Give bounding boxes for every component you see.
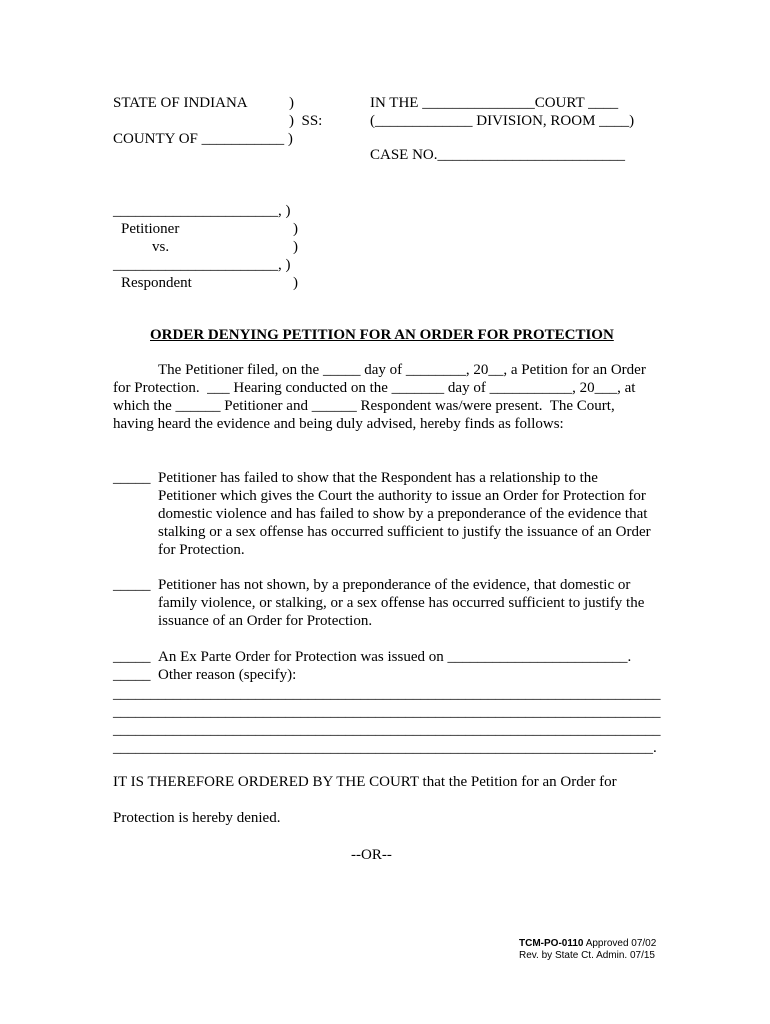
specify-line[interactable]: ________________________________________________________________________. xyxy=(113,740,657,756)
finding-text: issuance of an Order for Protection. xyxy=(158,613,373,629)
vs-label: vs. xyxy=(152,239,170,255)
county-field[interactable]: COUNTY OF ___________ ) xyxy=(113,131,293,147)
revision-note: Rev. by State Ct. Admin. 07/15 xyxy=(519,950,655,961)
case-number-field[interactable]: CASE NO._________________________ xyxy=(370,147,626,163)
form-footer xyxy=(519,938,656,950)
petitioner-label: Petitioner xyxy=(121,221,180,237)
specify-line[interactable]: _________________________________________________________________________ xyxy=(113,686,661,702)
finding-text: domestic violence and has failed to show by a preponderance of the evidence that xyxy=(158,506,648,522)
respondent-name-field[interactable]: ______________________, ) xyxy=(113,257,291,273)
finding-text: Other reason (specify): xyxy=(158,667,297,683)
caption-paren: ) xyxy=(293,275,298,291)
petitioner-name-field[interactable]: ______________________, ) xyxy=(113,203,291,219)
order-text: Protection is hereby denied. xyxy=(113,810,281,826)
finding-checkbox-blank[interactable]: _____ xyxy=(113,577,151,593)
finding-text: Petitioner has failed to show that the Respondent has a relationship to the xyxy=(158,470,598,486)
intro-line: The Petitioner filed, on the _____ day of ________, 20__, a Petition for an Order xyxy=(158,362,646,378)
specify-line[interactable]: _________________________________________________________________________ xyxy=(113,722,661,738)
respondent-label: Respondent xyxy=(121,275,192,291)
finding-checkbox-blank[interactable]: _____ xyxy=(113,649,151,665)
order-text: IT IS THEREFORE ORDERED BY THE COURT that the Petition for an Order for xyxy=(113,774,617,790)
intro-line: which the ______ Petitioner and ______ Respondent was/were present. The Court, xyxy=(113,398,615,414)
court-field[interactable]: IN THE _______________COURT ____ xyxy=(370,95,619,111)
intro-line: having heard the evidence and being duly advised, hereby finds as follows: xyxy=(113,416,564,432)
finding-text: Petitioner which gives the Court the authority to issue an Order for Protection for xyxy=(158,488,646,504)
finding-checkbox-blank[interactable]: _____ xyxy=(113,470,151,486)
finding-text: An Ex Parte Order for Protection was issued on ________________________. xyxy=(158,649,632,665)
state-label: STATE OF INDIANA xyxy=(113,95,248,111)
division-field[interactable]: (_____________ DIVISION, ROOM ____) xyxy=(370,113,635,129)
caption-paren: ) xyxy=(293,239,298,255)
document-title: ORDER DENYING PETITION FOR AN ORDER FOR PROTECTION xyxy=(150,327,614,343)
finding-text: family violence, or stalking, or a sex offense has occurred sufficient to justify the xyxy=(158,595,645,611)
caption-paren: ) xyxy=(289,95,294,111)
finding-text: stalking or a sex offense has occurred sufficient to justify the issuance of an Order xyxy=(158,524,651,540)
finding-checkbox-blank[interactable]: _____ xyxy=(113,667,151,683)
form-number: TCM-PO-0110 xyxy=(519,938,584,949)
or-divider: --OR-- xyxy=(351,847,392,863)
caption-paren: ) xyxy=(293,221,298,237)
finding-text: for Protection. xyxy=(158,542,245,558)
approved-date: Approved 07/02 xyxy=(583,938,657,949)
intro-line: for Protection. ___ Hearing conducted on the _______ day of ___________, 20___, at xyxy=(113,380,636,396)
finding-text: Petitioner has not shown, by a preponderance of the evidence, that domestic or xyxy=(158,577,631,593)
ss-label: ) SS: xyxy=(289,113,323,129)
specify-line[interactable]: _________________________________________________________________________ xyxy=(113,704,661,720)
